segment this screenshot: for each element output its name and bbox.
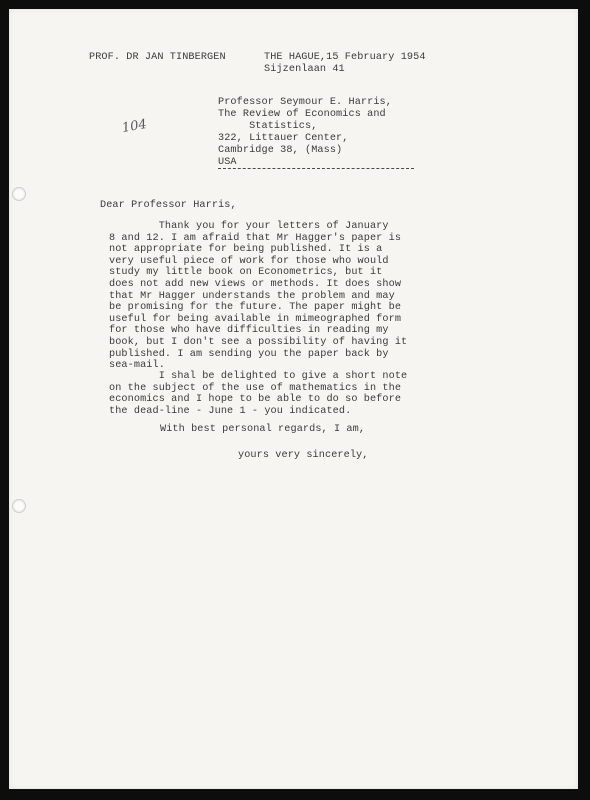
letter-page bbox=[9, 9, 578, 789]
recipient-line: 322, Littauer Center, bbox=[218, 133, 349, 144]
salutation: Dear Professor Harris, bbox=[100, 200, 237, 211]
body-line: study my little book on Econometrics, but it bbox=[109, 267, 383, 279]
street-address: Sijzenlaan 41 bbox=[264, 64, 345, 75]
punch-hole-bottom bbox=[12, 499, 26, 513]
place-date: THE HAGUE,15 February 1954 bbox=[264, 52, 426, 63]
body-line: the dead-line - June 1 - you indicated. bbox=[109, 405, 352, 417]
body-line: published. I am sending you the paper back by bbox=[109, 348, 389, 360]
recipient-line: The Review of Economics and bbox=[218, 109, 386, 120]
recipient-line: Statistics, bbox=[218, 121, 318, 132]
body-line: economics and I hope to be able to do so before bbox=[109, 394, 402, 406]
body-line: that Mr Hagger understands the problem and may bbox=[109, 290, 395, 302]
body-line: be promising for the future. The paper might be bbox=[109, 302, 402, 314]
body-line: Thank you for your letters of January bbox=[109, 221, 389, 232]
address-underline bbox=[218, 168, 414, 169]
body-line: useful for being available in mimeographed form bbox=[109, 313, 402, 325]
body-line: very useful piece of work for those who would bbox=[109, 255, 389, 267]
body-line: book, but I don't see a possibility of having it bbox=[109, 337, 408, 348]
closing-signoff: yours very sincerely, bbox=[238, 450, 369, 461]
body-line: 8 and 12. I am afraid that Mr Hagger's paper is bbox=[109, 232, 402, 244]
body-line: sea-mail. bbox=[109, 360, 165, 372]
body-line: on the subject of the use of mathematics in the bbox=[109, 382, 402, 394]
handwritten-number: 104 bbox=[120, 116, 148, 137]
sender-name: PROF. DR JAN TINBERGEN bbox=[89, 52, 226, 63]
recipient-line: Cambridge 38, (Mass) bbox=[218, 145, 343, 156]
recipient-line: Professor Seymour E. Harris, bbox=[218, 97, 392, 108]
body-line: not appropriate for being published. It is a bbox=[109, 244, 383, 256]
closing-regards: With best personal regards, I am, bbox=[160, 424, 366, 435]
body-line: for those who have difficulties in reading my bbox=[109, 325, 389, 337]
body-line: I shal be delighted to give a short note bbox=[109, 371, 408, 382]
recipient-line: USA bbox=[218, 157, 237, 168]
body-line: does not add new views or methods. It does show bbox=[109, 279, 402, 290]
punch-hole-top bbox=[12, 187, 26, 201]
